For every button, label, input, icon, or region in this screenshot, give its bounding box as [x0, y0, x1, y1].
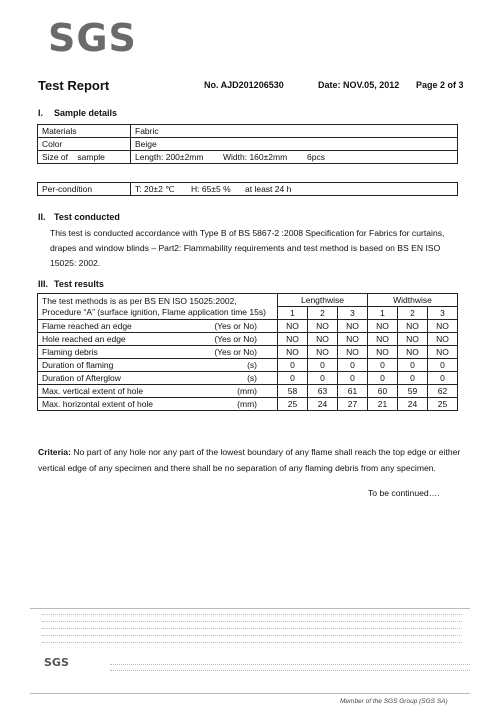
- row-label: [38, 359, 278, 372]
- table-row: [38, 372, 458, 385]
- result-cell: 24: [398, 398, 428, 411]
- row-unit: (Yes or No): [214, 334, 257, 344]
- result-cell: NO: [308, 333, 338, 346]
- result-cell: 61: [338, 385, 368, 398]
- test-method-cell: [38, 294, 278, 320]
- section-test-results: [38, 279, 104, 289]
- fineprint-line: [42, 614, 462, 619]
- section-test-conducted: [38, 212, 120, 222]
- continued-note: To be continued….: [368, 488, 440, 498]
- fineprint-line: [42, 642, 462, 647]
- row-desc: Duration of Afterglow: [42, 373, 121, 383]
- footer-sgs-logo: SGS: [44, 656, 69, 669]
- result-cell: NO: [278, 333, 308, 346]
- row-desc: Max. horizontal extent of hole: [42, 399, 154, 409]
- row-label: [38, 398, 278, 411]
- color-value: Beige: [131, 138, 458, 151]
- section-title: Test conducted: [54, 212, 120, 222]
- result-cell: NO: [398, 333, 428, 346]
- result-cell: NO: [428, 346, 458, 359]
- table-row: [38, 320, 458, 333]
- row-label: [38, 333, 278, 346]
- precondition-table: [37, 182, 458, 196]
- table-row: [38, 138, 458, 151]
- result-cell: 0: [368, 372, 398, 385]
- result-cell: 0: [338, 359, 368, 372]
- criteria-label: Criteria:: [38, 447, 71, 457]
- result-cell: 0: [368, 359, 398, 372]
- fineprint-line: [42, 621, 462, 626]
- result-cell: 0: [428, 372, 458, 385]
- widthwise-header: Widthwise: [368, 294, 458, 307]
- lengthwise-header: Lengthwise: [278, 294, 368, 307]
- criteria-text: No part of any hole nor any part of the lowest boundary of any flame shall reach the top edge or either vertical edge of any specimen and there shall be no separation of any flaming debris from any specimen.: [38, 447, 461, 473]
- result-cell: 63: [308, 385, 338, 398]
- result-cell: 0: [338, 372, 368, 385]
- result-cell: NO: [428, 320, 458, 333]
- row-desc: Duration of flaming: [42, 360, 114, 370]
- result-cell: NO: [368, 346, 398, 359]
- result-cell: 0: [398, 359, 428, 372]
- size-length: Length: 200±2mm: [131, 151, 220, 164]
- row-desc: Hole reached an edge: [42, 334, 126, 344]
- result-cell: 25: [278, 398, 308, 411]
- row-desc: Max. vertical extent of hole: [42, 386, 144, 396]
- result-cell: 24: [308, 398, 338, 411]
- col-number: 1: [278, 307, 308, 320]
- report-date: Date: NOV.05, 2012: [318, 80, 400, 90]
- size-width: Width: 160±2mm: [219, 151, 303, 164]
- col-number: 3: [338, 307, 368, 320]
- table-row: [38, 125, 458, 138]
- col-number: 3: [428, 307, 458, 320]
- table-row: [38, 385, 458, 398]
- table-row: [38, 333, 458, 346]
- fineprint-line: [42, 635, 462, 640]
- result-cell: NO: [398, 320, 428, 333]
- page-indicator: Page 2 of 3: [416, 80, 464, 90]
- result-cell: NO: [338, 333, 368, 346]
- result-cell: NO: [428, 333, 458, 346]
- sample-details-table: [37, 124, 458, 164]
- table-row: [38, 183, 458, 196]
- result-cell: 0: [278, 372, 308, 385]
- section-title: Sample details: [54, 108, 118, 118]
- result-cell: 0: [308, 372, 338, 385]
- result-cell: NO: [278, 346, 308, 359]
- materials-value: Fabric: [131, 125, 458, 138]
- footer-divider: [30, 608, 470, 609]
- col-number: 2: [308, 307, 338, 320]
- size-count: 6pcs: [303, 151, 458, 164]
- row-desc: Flaming debris: [42, 347, 98, 357]
- result-cell: 21: [368, 398, 398, 411]
- result-cell: NO: [398, 346, 428, 359]
- test-conducted-text: [50, 226, 470, 271]
- result-cell: NO: [368, 320, 398, 333]
- footer-address-block: [110, 664, 470, 676]
- section-number: II.: [38, 212, 46, 222]
- sgs-group-member-note: Member of the SGS Group (SGS SA): [340, 698, 448, 705]
- result-cell: NO: [368, 333, 398, 346]
- row-unit: (Yes or No): [214, 321, 257, 331]
- section-number: I.: [38, 108, 44, 118]
- fineprint-line: [110, 670, 470, 676]
- result-cell: NO: [308, 320, 338, 333]
- precondition-duration: at least 24 h: [241, 183, 458, 196]
- table-row: [38, 398, 458, 411]
- footer-disclaimer: [42, 614, 462, 647]
- precondition-label: Per-condition: [38, 183, 131, 196]
- row-unit: (mm): [237, 386, 257, 396]
- materials-label: Materials: [38, 125, 131, 138]
- fineprint-line: [42, 628, 462, 633]
- results-table: [37, 293, 458, 411]
- precondition-humidity: H: 65±5 %: [187, 183, 241, 196]
- criteria-paragraph: [38, 444, 468, 476]
- row-label: [38, 385, 278, 398]
- section-sample-details: [38, 108, 117, 118]
- col-number: 2: [398, 307, 428, 320]
- text-line: drapes and window blinds – Part2: Flammability requirements and test method is based on BS EN ISO: [50, 243, 441, 253]
- result-cell: 62: [428, 385, 458, 398]
- text-line: This test is conducted accordance with Type B of BS 5867-2 :2008 Specification for Fabrics for curtains,: [50, 228, 445, 238]
- result-cell: NO: [308, 346, 338, 359]
- result-cell: NO: [338, 346, 368, 359]
- section-title: Test results: [54, 279, 104, 289]
- color-label: Color: [38, 138, 131, 151]
- result-cell: 0: [398, 372, 428, 385]
- size-label: Size of sample: [38, 151, 131, 164]
- table-row: [38, 346, 458, 359]
- report-number: No. AJD201206530: [204, 80, 284, 90]
- method-line: The test methods is as per BS EN ISO 15025:2002,: [42, 295, 237, 306]
- method-line: Procedure “A” (surface ignition, Flame application time 15s): [42, 306, 266, 317]
- text-line: 15025: 2002.: [50, 258, 101, 268]
- result-cell: 0: [278, 359, 308, 372]
- row-label: [38, 372, 278, 385]
- row-desc: Flame reached an edge: [42, 321, 132, 331]
- result-cell: NO: [278, 320, 308, 333]
- table-header-row: [38, 294, 458, 307]
- sgs-logo: SGS: [48, 16, 137, 60]
- row-unit: (mm): [237, 399, 257, 409]
- row-unit: (s): [247, 373, 257, 383]
- result-cell: NO: [338, 320, 368, 333]
- result-cell: 60: [368, 385, 398, 398]
- result-cell: 0: [308, 359, 338, 372]
- table-row: [38, 151, 458, 164]
- row-label: [38, 320, 278, 333]
- precondition-temp: T: 20±2 ℃: [131, 183, 188, 196]
- section-number: III.: [38, 279, 49, 289]
- row-unit: (s): [247, 360, 257, 370]
- result-cell: 25: [428, 398, 458, 411]
- result-cell: 59: [398, 385, 428, 398]
- table-row: [38, 359, 458, 372]
- footer-divider: [30, 693, 470, 694]
- row-unit: (Yes or No): [214, 347, 257, 357]
- result-cell: 0: [428, 359, 458, 372]
- result-cell: 58: [278, 385, 308, 398]
- col-number: 1: [368, 307, 398, 320]
- result-cell: 27: [338, 398, 368, 411]
- report-title: Test Report: [38, 78, 110, 93]
- row-label: [38, 346, 278, 359]
